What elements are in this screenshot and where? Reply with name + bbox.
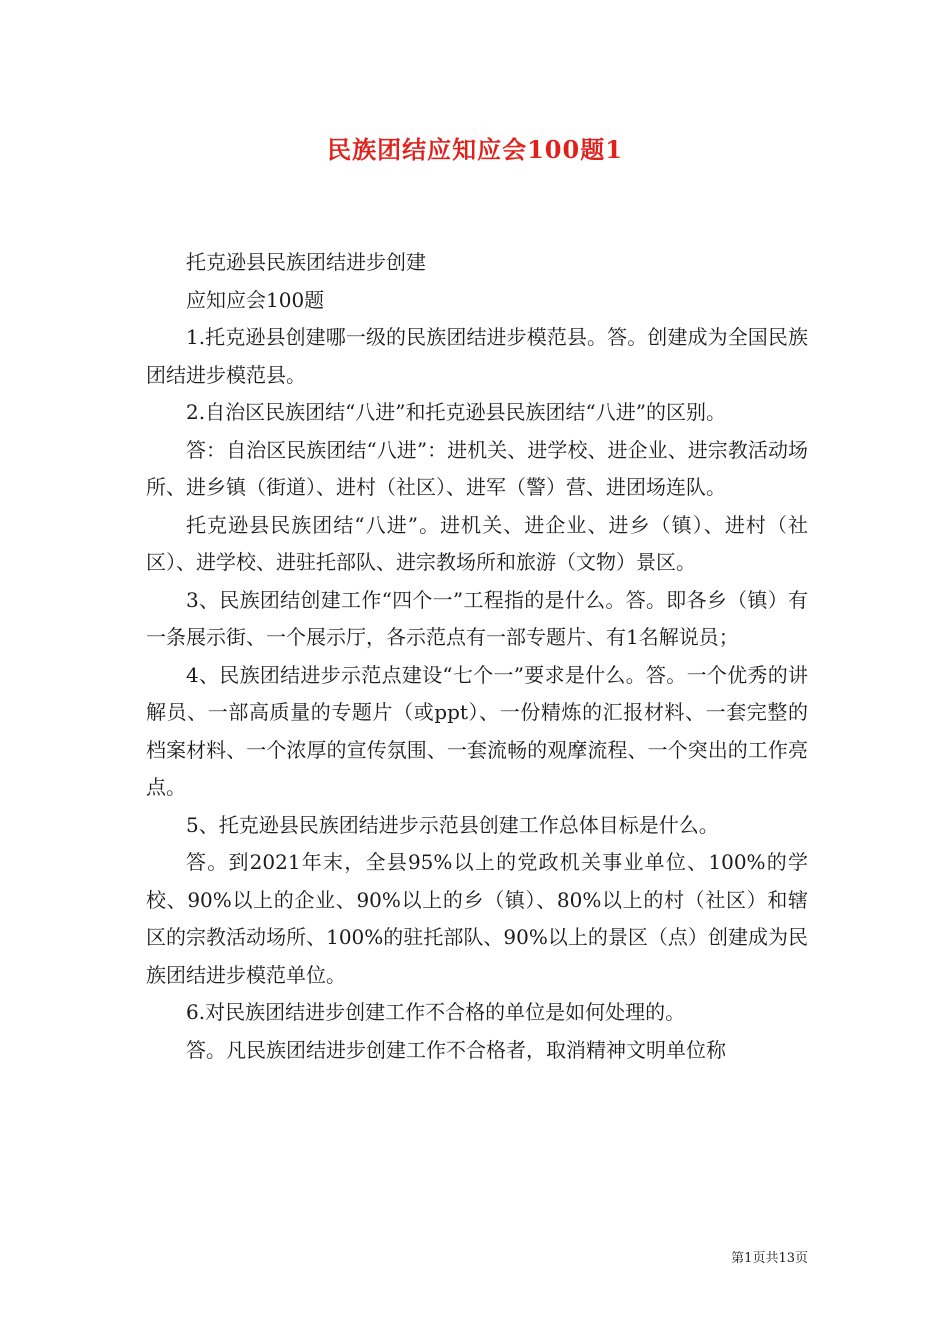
paragraph: 托克逊县民族团结进步创建: [186, 250, 426, 274]
document-title: 民族团结应知应会100题1: [327, 135, 623, 164]
document-body: [146, 244, 808, 1069]
paragraph: 3、民族团结创建工作“四个一”工程指的是什么。答。即各乡（镇）有一条展示街、一个展示厅，各示范点有一部专题片、有1名解说员；: [146, 587, 808, 649]
paragraph: 答：自治区民族团结“八进”：进机关、进学校、进企业、进宗教活动场所、进乡镇（街道）、进村（社区）、进军（警）营、进团场连队。: [146, 437, 808, 499]
paragraph: 4、民族团结进步示范点建设“七个一”要求是什么。答。一个优秀的讲解员、一部高质量的专题片（或ppt）、一份精炼的汇报材料、一套完整的档案材料、一个浓厚的宣传氛围、一套流畅的观摩流程、一个突出的工作亮点。: [146, 662, 808, 799]
paragraph: 5、托克逊县民族团结进步示范县创建工作总体目标是什么。: [186, 812, 719, 837]
page-number: 第1页共13页: [731, 1251, 808, 1266]
paragraph: 答。凡民族团结进步创建工作不合格者，取消精神文明单位称: [186, 1037, 726, 1062]
paragraph: 托克逊县民族团结“八进”。进机关、进企业、进乡（镇）、进村（社区）、进学校、进驻托部队、进宗教场所和旅游（文物）景区。: [146, 512, 808, 574]
paragraph: 6.对民族团结进步创建工作不合格的单位是如何处理的。: [186, 1000, 686, 1024]
paragraph: 1.托克逊县创建哪一级的民族团结进步模范县。答。创建成为全国民族团结进步模范县。: [146, 325, 808, 387]
paragraph: 答。到2021年末，全县95%以上的党政机关事业单位、100%的学校、90%以上的企业、90%以上的乡（镇）、80%以上的村（社区）和辖区的宗教活动场所、100%的驻托部队、90%以上的景区（点）创建成为民族团结进步模范单位。: [146, 850, 808, 987]
paragraph: 应知应会100题: [186, 287, 325, 312]
paragraph: 2.自治区民族团结“八进”和托克逊县民族团结“八进”的区别。: [186, 400, 726, 424]
